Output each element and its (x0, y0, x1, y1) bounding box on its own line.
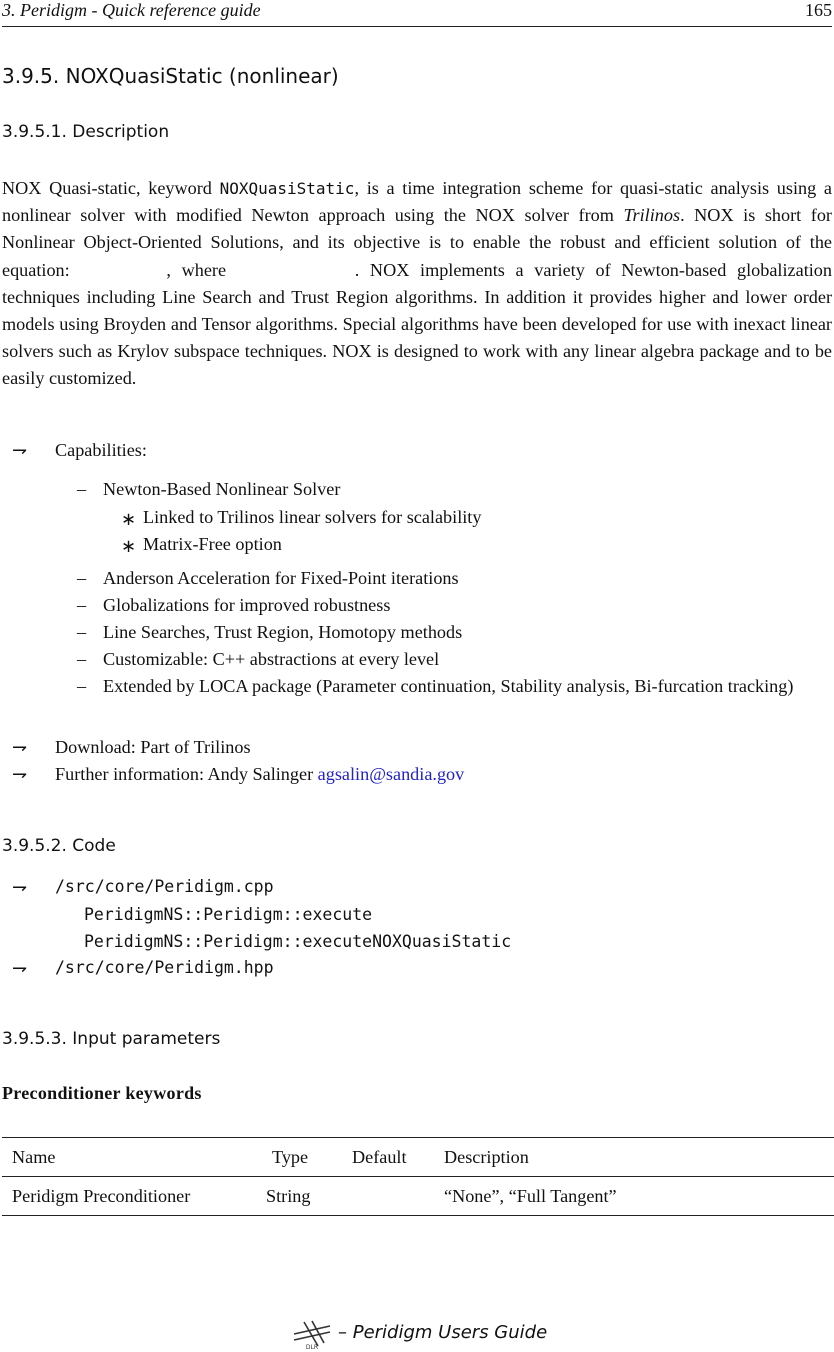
cell-description: “None”, “Full Tangent” (444, 1185, 617, 1206)
column-header-name: Name (12, 1146, 56, 1167)
dash-bullet: – (77, 622, 87, 642)
arrow-bullet-icon: ⇁ (12, 764, 28, 785)
preconditioner-keywords-table (2, 1137, 834, 1216)
code-file-cpp: /src/core/Peridigm.cpp (55, 877, 274, 896)
dash-bullet: – (77, 676, 87, 696)
desc-text-b: , is a time integration scheme for quasi-static analysis using a nonlinear solver with modified Newton approach using the NOX solver from (2, 178, 832, 226)
capabilities-label: Capabilities: (55, 440, 147, 460)
description-heading: 3.9.5.1. Description (2, 122, 170, 142)
desc-text-c: . NOX is short for Nonlinear Object-Oriented Solutions, and its objective is to enable the robust and efficient solution of the equation: (2, 205, 832, 280)
star-bullet: ∗ (121, 536, 137, 556)
page-number: 165 (805, 0, 832, 20)
arrow-bullet-icon: ⇁ (12, 737, 28, 758)
table-title: Preconditioner keywords (2, 1083, 202, 1103)
page-header (2, 0, 832, 27)
bullet-code-file-cpp (2, 877, 832, 904)
further-info-label: Further information: Andy Salinger (55, 764, 318, 784)
list-subitem-text: Linked to Trilinos linear solvers for scalability (143, 507, 482, 527)
list-subitem-text: Matrix-Free option (143, 534, 282, 554)
list-item-text: Customizable: C++ abstractions at every level (103, 649, 440, 669)
dash-bullet: – (77, 479, 87, 499)
arrow-bullet-icon: ⇁ (12, 958, 28, 979)
column-header-default: Default (352, 1146, 407, 1167)
bullet-further-info (2, 764, 832, 791)
dlr-logo-icon (290, 1318, 334, 1350)
arrow-bullet-icon: ⇁ (12, 877, 28, 898)
list-item-text: Newton-Based Nonlinear Solver (103, 479, 341, 499)
email-link[interactable]: agsalin@sandia.gov (317, 764, 465, 784)
code-function-execute: PeridigmNS::Peridigm::execute (84, 905, 373, 924)
description-paragraph (2, 175, 832, 393)
dash-bullet: – (77, 595, 87, 615)
download-text: Download: Part of Trilinos (55, 737, 251, 757)
code-heading: 3.9.5.2. Code (2, 836, 116, 856)
desc-text-e: . NOX implements a variety of Newton-based globalization techniques including Line Search and Trust Region algorithms. In addition it provides higher and lower order models using Broyden and Tensor algorithms. Special algorithms have been developed for use with inexact linear solvers such as Krylov subspace techniques. NOX is designed to work with any linear algebra package and to be easily customized. (2, 259, 832, 389)
star-bullet: ∗ (121, 509, 137, 529)
list-item-text: Anderson Acceleration for Fixed-Point iterations (103, 568, 459, 588)
section-title: 3.9.5. NOXQuasiStatic (nonlinear) (2, 64, 339, 88)
dlr-logo-text: DLR (305, 1344, 319, 1350)
list-item-newton (77, 476, 832, 503)
arrow-bullet-icon: ⇁ (12, 440, 28, 461)
list-subitem-matrix-free (121, 534, 282, 556)
list-item-text: Line Searches, Trust Region, Homotopy methods (103, 622, 463, 642)
desc-text-a: NOX Quasi-static, keyword (2, 178, 220, 198)
dash-bullet: – (77, 649, 87, 669)
table-header-row (2, 1138, 834, 1177)
input-parameters-heading: 3.9.5.3. Input parameters (2, 1029, 221, 1049)
page-footer (290, 1318, 590, 1352)
keyword-noxquasistatic: NOXQuasiStatic (219, 179, 355, 198)
list-item-line-searches (77, 619, 832, 646)
list-item-globalizations (77, 592, 832, 619)
column-header-type: Type (272, 1146, 309, 1167)
bullet-download (2, 737, 832, 764)
list-item-anderson (77, 565, 832, 592)
cell-type: String (266, 1185, 311, 1206)
column-header-description: Description (444, 1146, 529, 1167)
trilinos-italic: Trilinos (623, 205, 681, 226)
bullet-capabilities (2, 440, 832, 467)
list-subitem-linked (121, 507, 482, 529)
table-row (2, 1177, 834, 1216)
code-function-execute-nox: PeridigmNS::Peridigm::executeNOXQuasiStatic (84, 932, 512, 951)
list-item-text: Globalizations for improved robustness (103, 595, 391, 615)
code-file-hpp: /src/core/Peridigm.hpp (55, 958, 274, 977)
footer-title: – Peridigm Users Guide (338, 1322, 548, 1343)
list-item-customizable (77, 646, 832, 673)
desc-text-d: , where (166, 259, 237, 280)
bullet-code-file-hpp (2, 958, 832, 985)
cell-name: Peridigm Preconditioner (12, 1185, 191, 1206)
dash-bullet: – (77, 568, 87, 588)
cell-default (342, 1177, 434, 1216)
list-item-loca (77, 673, 832, 700)
chapter-title: 3. Peridigm - Quick reference guide (2, 0, 261, 20)
list-item-text: Extended by LOCA package (Parameter continuation, Stability analysis, Bi-furcation tracking) (103, 676, 794, 696)
